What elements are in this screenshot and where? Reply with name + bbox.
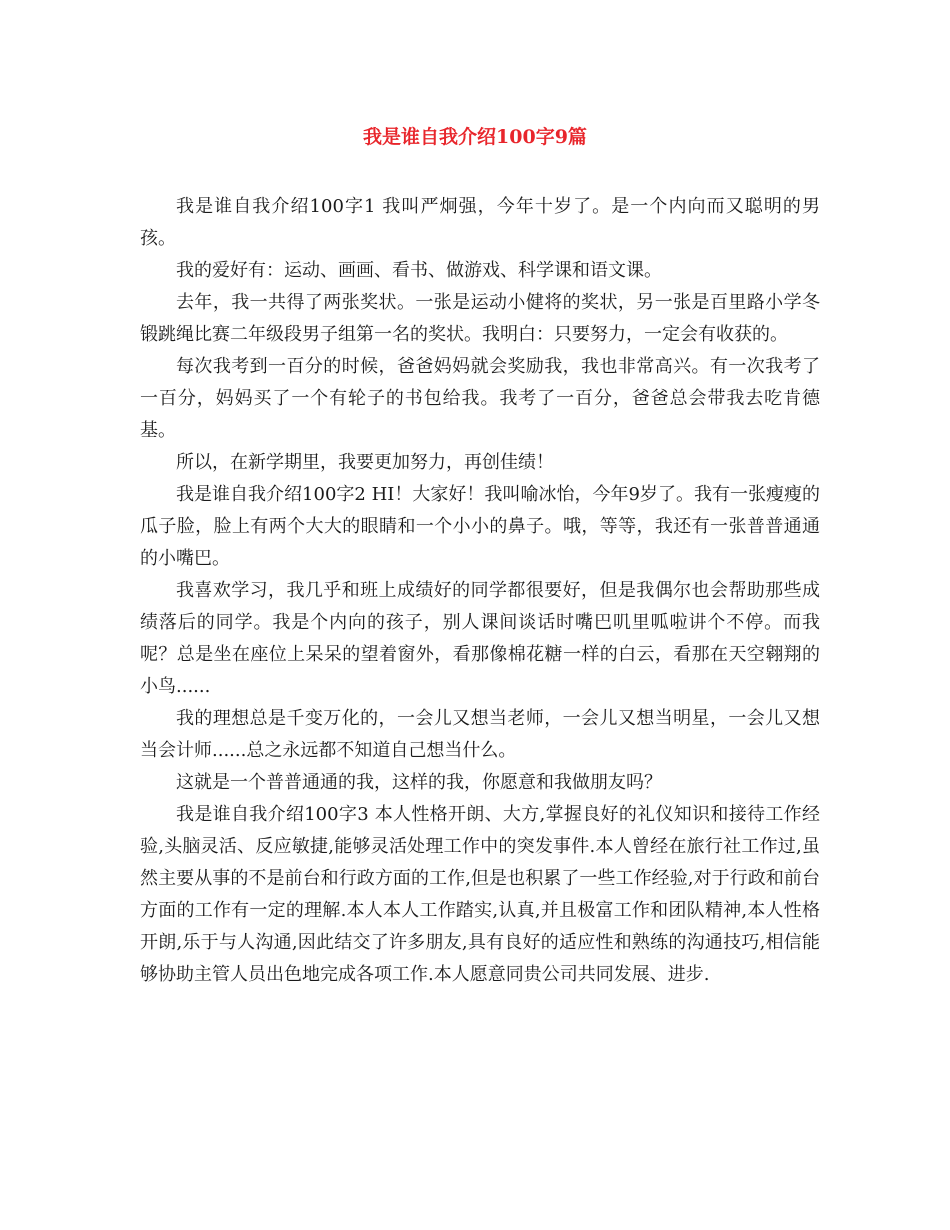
- paragraph: 每次我考到一百分的时候，爸爸妈妈就会奖励我，我也非常高兴。有一次我考了一百分，妈妈买了一个有轮子的书包给我。我考了一百分，爸爸总会带我去吃肯德基。: [140, 356, 820, 441]
- paragraph: 这就是一个普普通通的我，这样的我，你愿意和我做朋友吗？: [176, 772, 662, 793]
- document-body: [140, 191, 820, 991]
- paragraph: 我是谁自我介绍100字3 本人性格开朗、大方,掌握良好的礼仪知识和接待工作经验,头脑灵活、反应敏捷,能够灵活处理工作中的突发事件.本人曾经在旅行社工作过,虽然主要从事的不是前台和行政方面的工作,但是也积累了一些工作经验,对于行政和前台方面的工作有一定的理解.本人本人工作踏实,认真,并且极富工作和团队精神,本人性格开朗,乐于与人沟通,因此结交了许多朋友,具有良好的适应性和熟练的沟通技巧,相信能够协助主管人员出色地完成各项工作.本人愿意同贵公司共同发展、进步.: [140, 804, 820, 985]
- paragraph: 我是谁自我介绍100字2 HI！大家好！我叫喻冰怡，今年9岁了。我有一张瘦瘦的瓜子脸，脸上有两个大大的眼睛和一个小小的鼻子。哦，等等，我还有一张普普通通的小嘴巴。: [140, 484, 820, 569]
- paragraph: 去年，我一共得了两张奖状。一张是运动小健将的奖状，另一张是百里路小学冬锻跳绳比赛二年级段男子组第一名的奖状。我明白：只要努力，一定会有收获的。: [140, 292, 820, 345]
- document-title: 我是谁自我介绍100字9篇: [363, 126, 587, 148]
- paragraph: 所以，在新学期里，我要更加努力，再创佳绩！: [176, 452, 554, 473]
- paragraph: 我是谁自我介绍100字1 我叫严炯强，今年十岁了。是一个内向而又聪明的男孩。: [140, 196, 820, 249]
- paragraph: 我的爱好有：运动、画画、看书、做游戏、科学课和语文课。: [176, 260, 662, 281]
- paragraph: 我的理想总是千变万化的，一会儿又想当老师，一会儿又想当明星，一会儿又想当会计师......总之永远都不知道自己想当什么。: [140, 708, 820, 761]
- paragraph: 我喜欢学习，我几乎和班上成绩好的同学都很要好，但是我偶尔也会帮助那些成绩落后的同学。我是个内向的孩子，别人课间谈话时嘴巴叽里呱啦讲个不停。而我呢？总是坐在座位上呆呆的望着窗外，看那像棉花糖一样的白云，看那在天空翱翔的小鸟......: [140, 580, 820, 697]
